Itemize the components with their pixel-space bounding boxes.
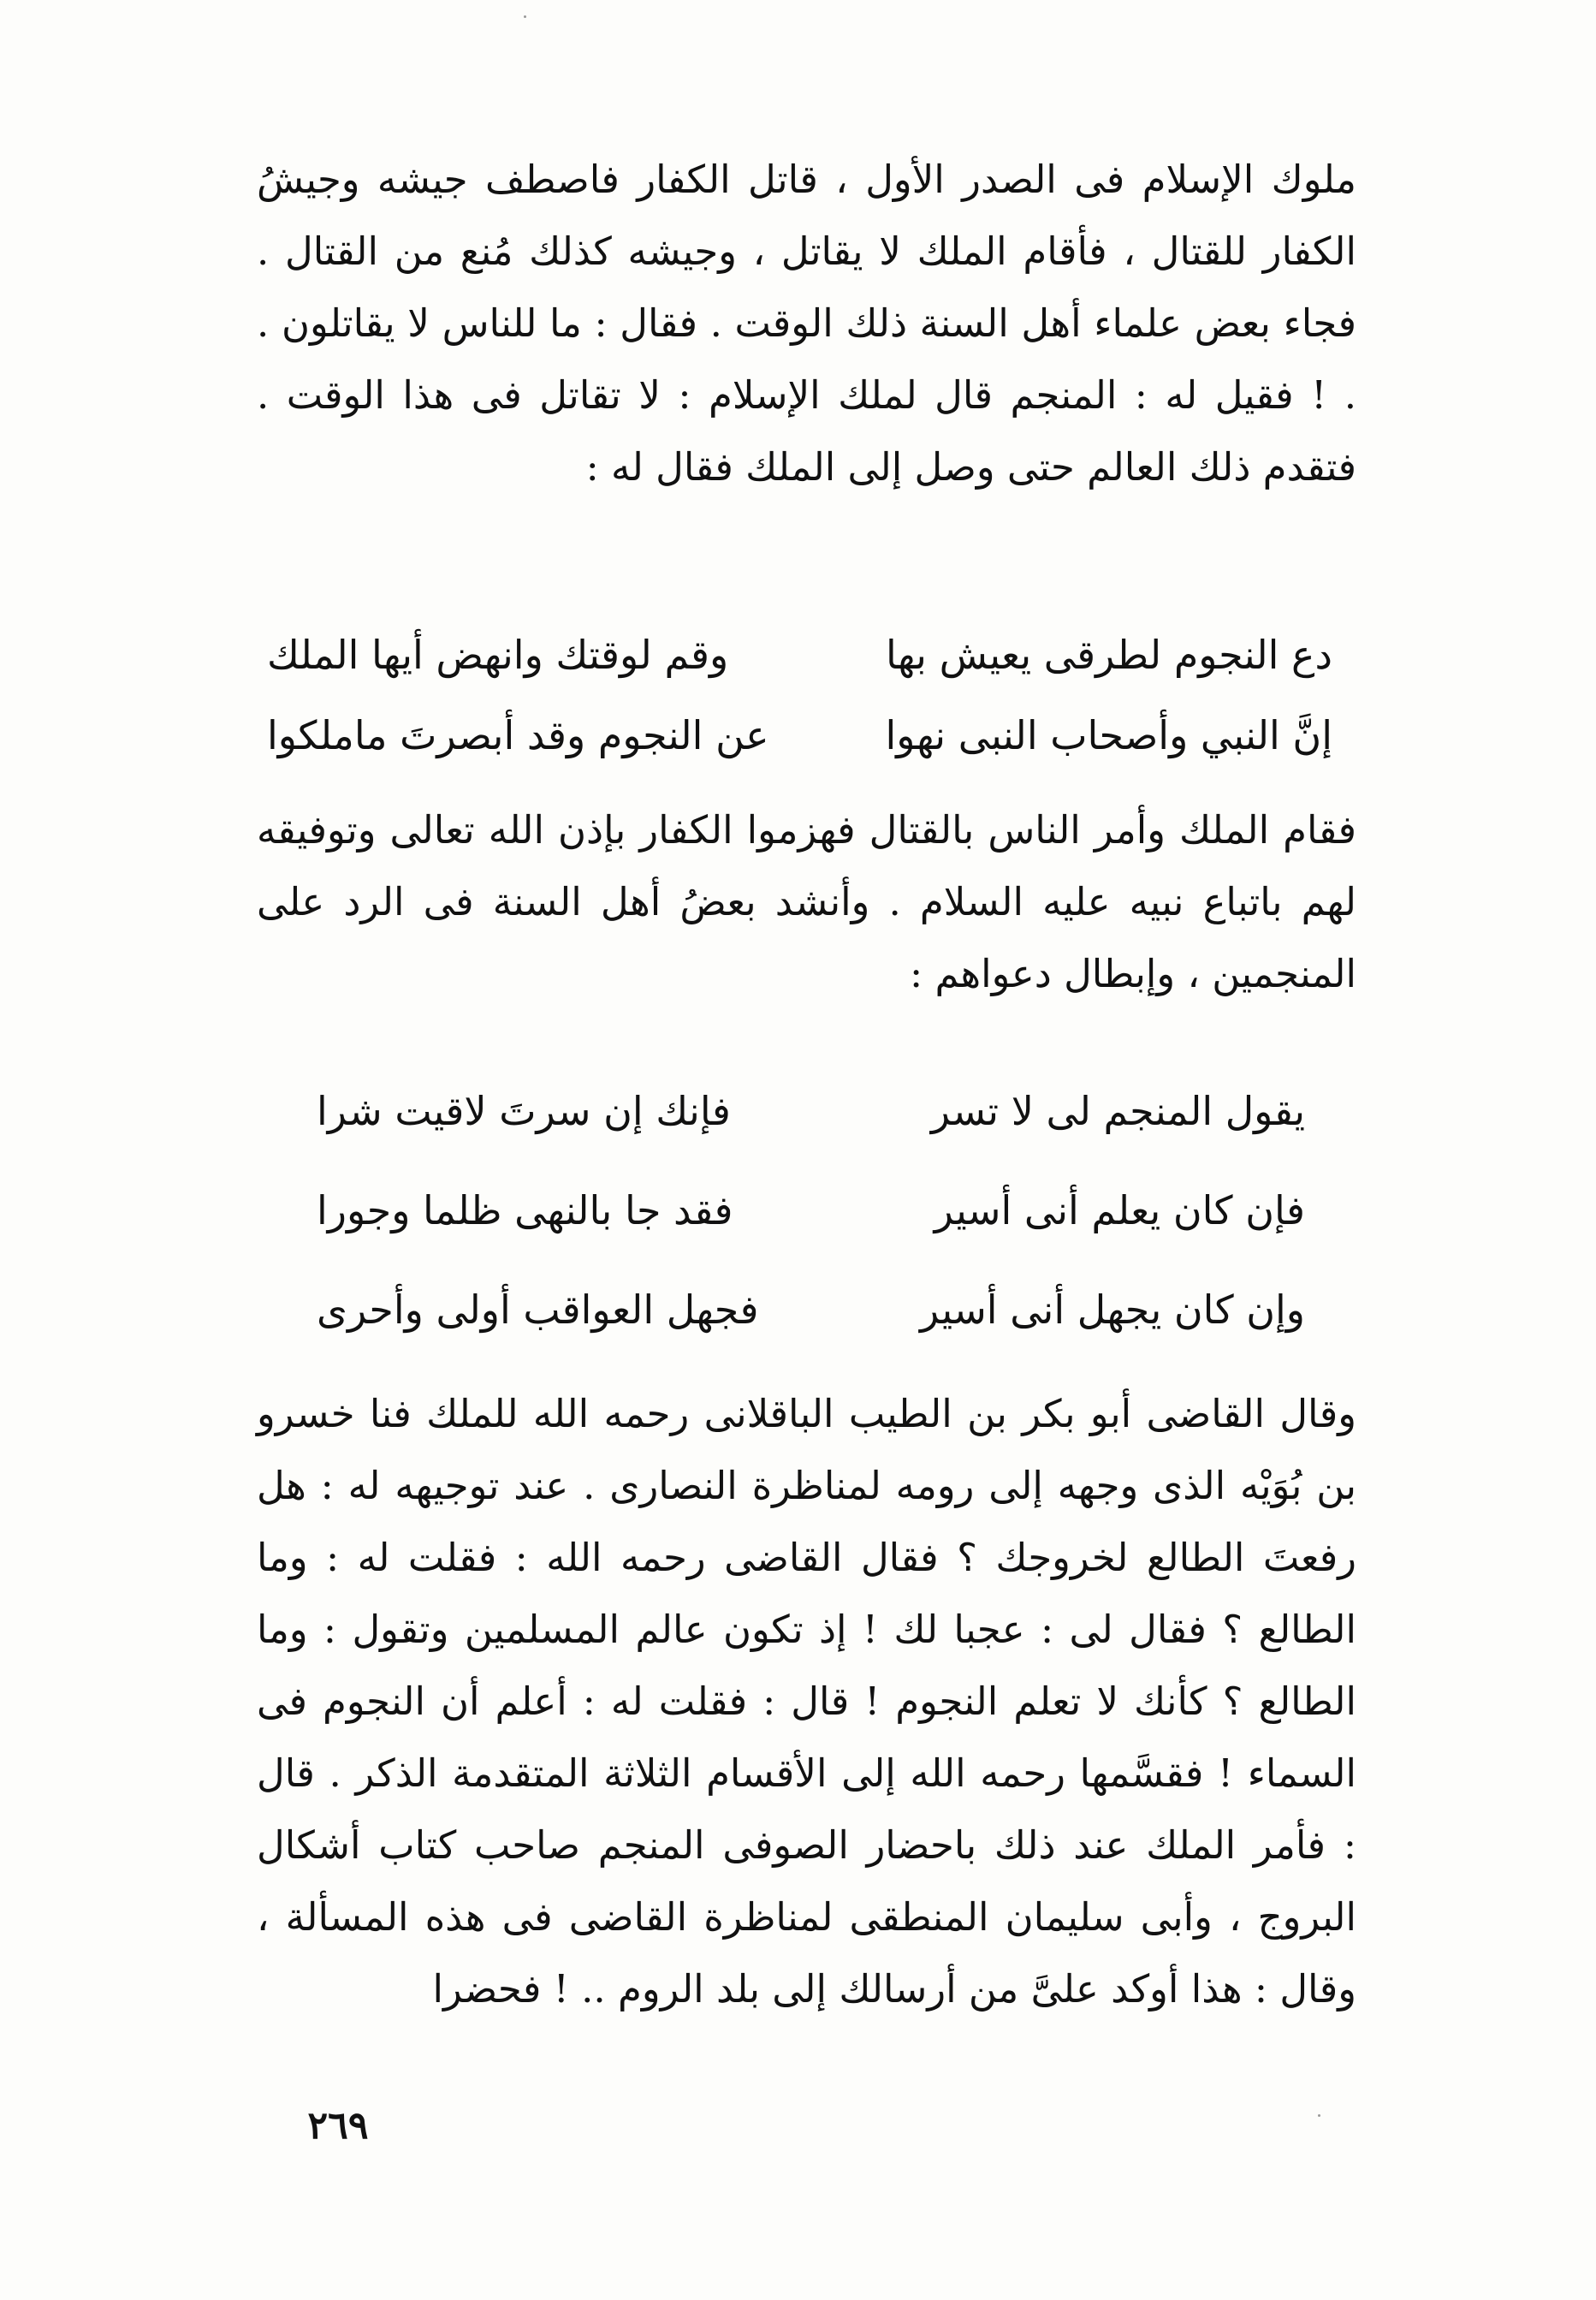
- verse-line: [257, 615, 1356, 695]
- verse-line: [257, 1161, 1356, 1260]
- paragraph-baqillani-story: وقال القاضى أبو بكر بن الطيب الباقلانى رحمه الله للملك فنا خسرو بن بُوَيْه الذى وجهه إلى رومه لمناظرة النصارى . عند توجيهه له : هل رفعتَ الطالع لخروجك ؟ فقال القاضى رحمه الله : فقلت له : وما الطالع ؟ فقال لى : عجبا لك ! إذ تكون عالم المسلمين وتقول : وما الطالع ؟ كأنك لا تعلم النجوم ! قال : فقلت له : أعلم أن النجوم فى السماء ! فقسَّمها رحمه الله إلى الأقسام الثلاثة المتقدمة الذكر . قال : فأمر الملك عند ذلك باحضار الصوفى المنجم صاحب كتاب أشكال البروج ، وأبى سليمان المنطقى لمناظرة القاضى فى هذه المسألة ، وقال : هذا أوكد علىَّ من أرسالك إلى بلد الروم .. ! فحضرا: [257, 1391, 1356, 2012]
- poem-stars-verses: [257, 615, 1356, 776]
- page-number: ٢٦٩: [307, 2104, 369, 2148]
- verse-first-hemistich: وإن كان يجهل أنى أسير: [919, 1287, 1305, 1333]
- poem-astrologer-verses: [257, 1061, 1356, 1359]
- paragraph-opening: ملوك الإسلام فى الصدر الأول ، قاتل الكفار فاصطف جيشه وجيشُ الكفار للقتال ، فأقام الملك لا يقاتل ، وجيشه كذلك مُنع من القتال . فجاء بعض علماء أهل السنة ذلك الوقت . فقال : ما للناس لا يقاتلون . . ! فقيل له : المنجم قال لملك الإسلام : لا تقاتل فى هذا الوقت . فتقدم ذلك العالم حتى وصل إلى الملك فقال له :: [257, 157, 1356, 490]
- verse-second-hemistich: وقم لوقتك وانهض أيها الملك: [267, 632, 729, 678]
- paragraph-battle-outcome: فقام الملك وأمر الناس بالقتال فهزموا الكفار بإذن الله تعالى وتوفيقه لهم باتباع نبيه عليه السلام . وأنشد بعضُ أهل السنة فى الرد على المنجمين ، وإبطال دعواهم :: [257, 807, 1356, 996]
- verse-second-hemistich: عن النجوم وقد أبصرتَ ماملكوا: [267, 712, 769, 758]
- verse-first-hemistich: فإن كان يعلم أنى أسير: [934, 1187, 1305, 1233]
- scan-speck-decoration: [1318, 2114, 1320, 2117]
- verse-second-hemistich: فإنك إن سرتَ لاقيت شرا: [317, 1088, 731, 1134]
- verse-line: [257, 695, 1356, 776]
- verse-first-hemistich: دع النجوم لطرقى يعيش بها: [885, 632, 1332, 678]
- verse-second-hemistich: فقد جا بالنهى ظلما وجورا: [317, 1187, 733, 1233]
- verse-first-hemistich: يقول المنجم لى لا تسر: [930, 1088, 1305, 1134]
- verse-first-hemistich: إنَّ النبي وأصحاب النبى نهوا: [885, 712, 1332, 758]
- scan-speck-decoration: [524, 15, 526, 18]
- verse-line: [257, 1061, 1356, 1161]
- verse-second-hemistich: فجهل العواقب أولى وأحرى: [317, 1287, 759, 1333]
- verse-line: [257, 1260, 1356, 1359]
